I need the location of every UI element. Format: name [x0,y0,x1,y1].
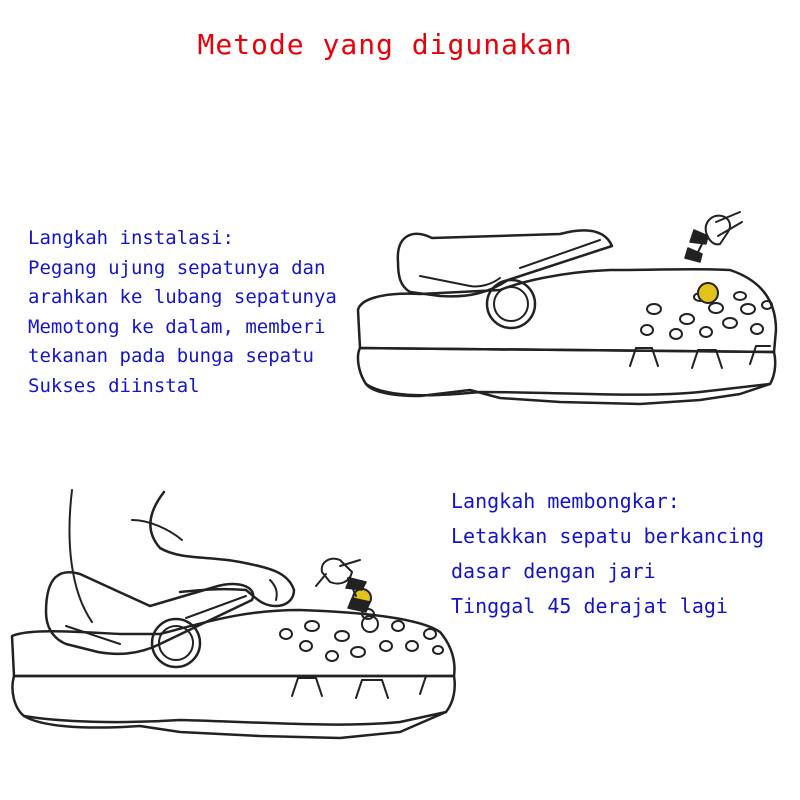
clog-remove-illustration [12,490,455,738]
install-step: Memotong ke dalam, memberi [28,315,326,338]
charm-install-icon [685,212,742,303]
page-title: Metode yang digunakan [197,28,573,61]
install-step: Pegang ujung sepatunya dan [28,256,326,279]
install-heading: Langkah instalasi: [28,227,234,249]
clog-holes [280,609,443,661]
charm-remove-icon [316,559,378,632]
remove-step: Tinggal 45 derajat lagi [451,594,728,618]
clog-install-illustration [358,212,776,404]
remove-heading: Langkah membongkar: [451,489,680,513]
install-step: tekanan pada bunga sepatu [28,345,314,367]
install-step: Sukses diinstal [28,374,200,397]
remove-step: Letakkan sepatu berkancing [451,524,765,548]
remove-step: dasar dengan jari [451,559,656,583]
install-step: arahkan ke lubang sepatunya [28,286,337,308]
